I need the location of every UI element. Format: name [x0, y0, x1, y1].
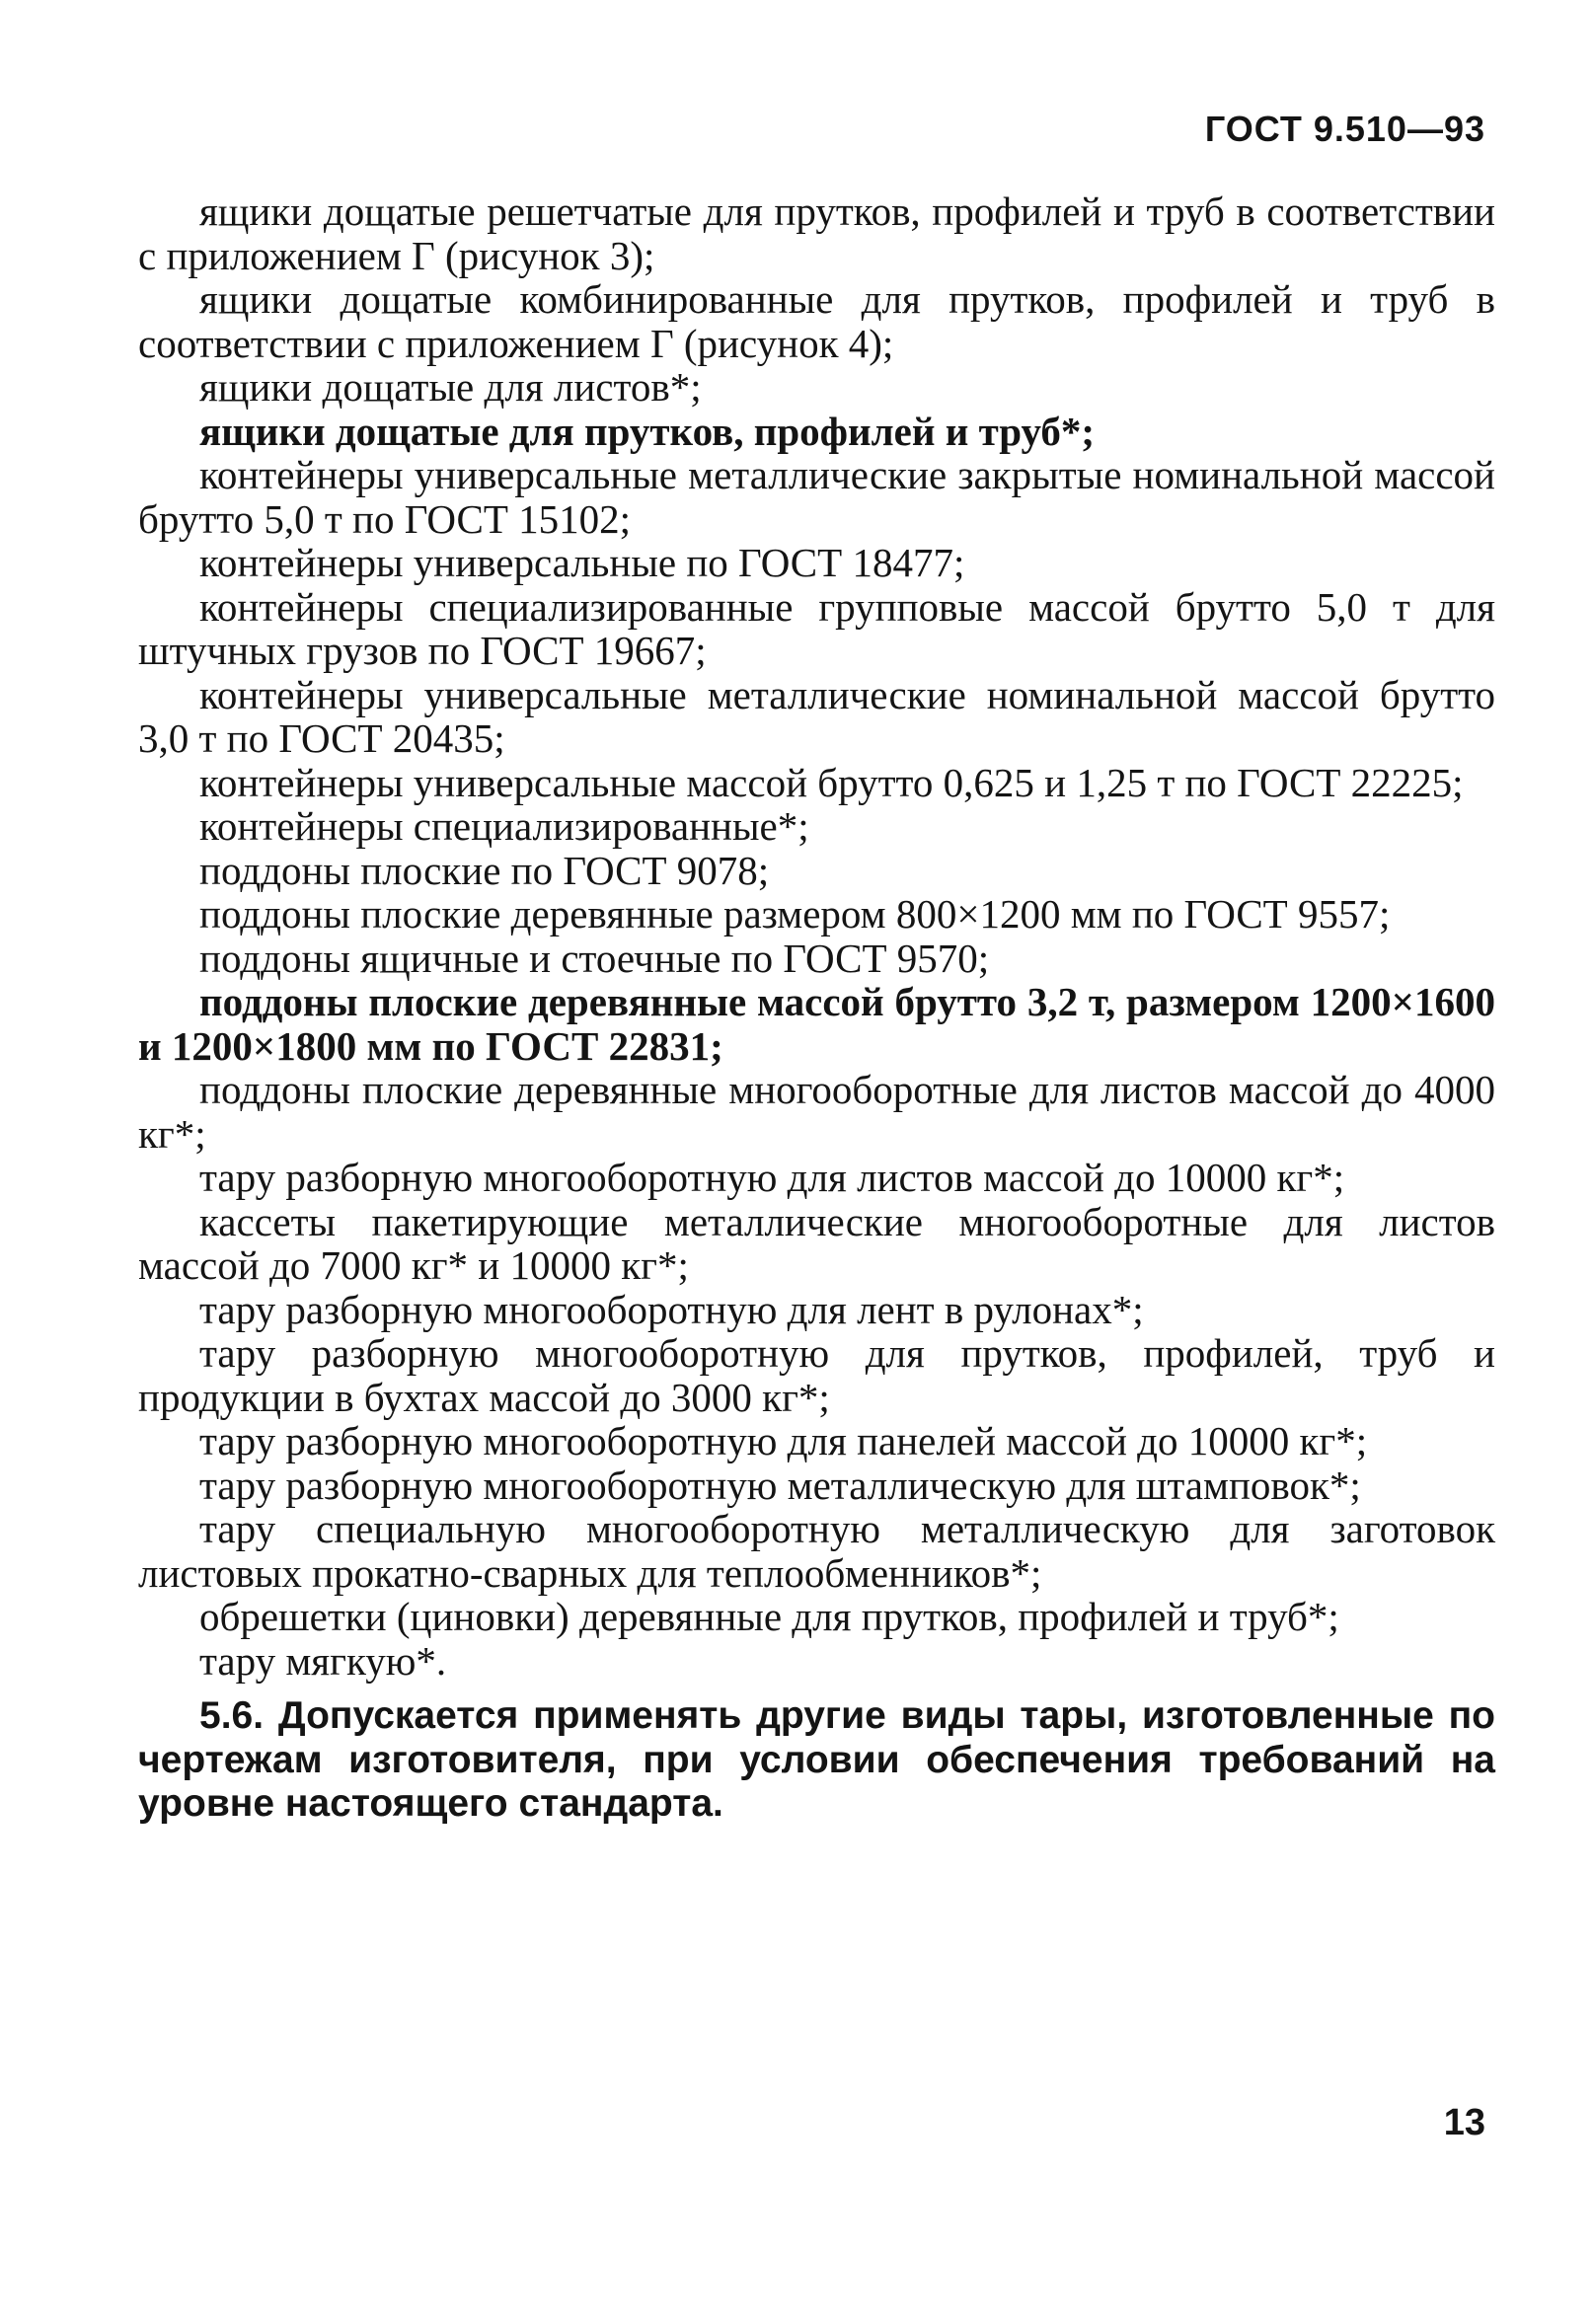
list-item: контейнеры специализированные групповые массой брутто 5,0 т для штучных грузов по ГОСТ 19667;: [138, 583, 1495, 673]
list-item: ящики дощатые комбинированные для прутков, профилей и труб в соответствии с приложением Г (рисунок 4);: [138, 276, 1495, 366]
list-item: контейнеры универсальные металлические закрытые номинальной массой брутто 5,0 т по ГОСТ 15102;: [138, 452, 1495, 542]
list-item: тару мягкую*.: [199, 1637, 447, 1684]
list-item: кассеты пакетирующие металлические многооборотные для листов массой до 7000 кг* и 10000 кг*;: [138, 1198, 1495, 1288]
paragraph-5-6: 5.6. Допускается применять другие виды тары, изготовленные по чертежам изготовителя, при условии обеспечения требований на уровне настоящего стандарта.: [138, 1694, 1495, 1825]
list-item: контейнеры универсальные металлические номинальной массой брутто 3,0 т по ГОСТ 20435;: [138, 671, 1495, 761]
list-item: тару разборную многооборотную металлическую для штамповок*;: [199, 1462, 1361, 1508]
list-item: тару разборную многооборотную для лент в рулонах*;: [199, 1286, 1144, 1332]
list-item: поддоны плоские деревянные размером 800×1200 мм по ГОСТ 9557;: [199, 891, 1391, 937]
list-item: поддоны ящичные и стоечные по ГОСТ 9570;: [199, 935, 990, 981]
list-item: тару разборную многооборотную для листов массой до 10000 кг*;: [199, 1155, 1345, 1200]
list-item: ящики дощатые решетчатые для прутков, профилей и труб в соответствии с приложением Г (рисунок 3);: [138, 188, 1495, 278]
list-item: обрешетки (циновки) деревянные для прутков, профилей и труб*;: [199, 1594, 1339, 1639]
list-item: контейнеры специализированные*;: [199, 803, 809, 849]
list-item: контейнеры универсальные по ГОСТ 18477;: [199, 540, 965, 585]
list-item: тару специальную многооборотную металлическую для заготовок листовых прокатно-сварных для теплообменников*;: [138, 1506, 1495, 1596]
list-item: тару разборную многооборотную для панелей массой до 10000 кг*;: [199, 1418, 1368, 1463]
list-item: поддоны плоские по ГОСТ 9078;: [199, 847, 770, 893]
list-item: ящики дощатые для листов*;: [199, 364, 702, 410]
body-text: [138, 189, 1495, 1827]
list-item: тару разборную многооборотную для прутков, профилей, труб и продукции в бухтах массой до 3000 кг*;: [138, 1330, 1495, 1420]
list-item: поддоны плоские деревянные массой брутто 3,2 т, размером 1200×1600 и 1200×1800 мм по ГОСТ 22831;: [138, 979, 1495, 1069]
list-item: ящики дощатые для прутков, профилей и труб*;: [199, 408, 1096, 454]
document-code-header: ГОСТ 9.510—93: [1204, 109, 1485, 149]
list-item: поддоны плоские деревянные многооборотные для листов массой до 4000 кг*;: [138, 1067, 1495, 1157]
page-number: 13: [1443, 2102, 1485, 2143]
list-item: контейнеры универсальные массой брутто 0,625 и 1,25 т по ГОСТ 22225;: [199, 759, 1464, 805]
